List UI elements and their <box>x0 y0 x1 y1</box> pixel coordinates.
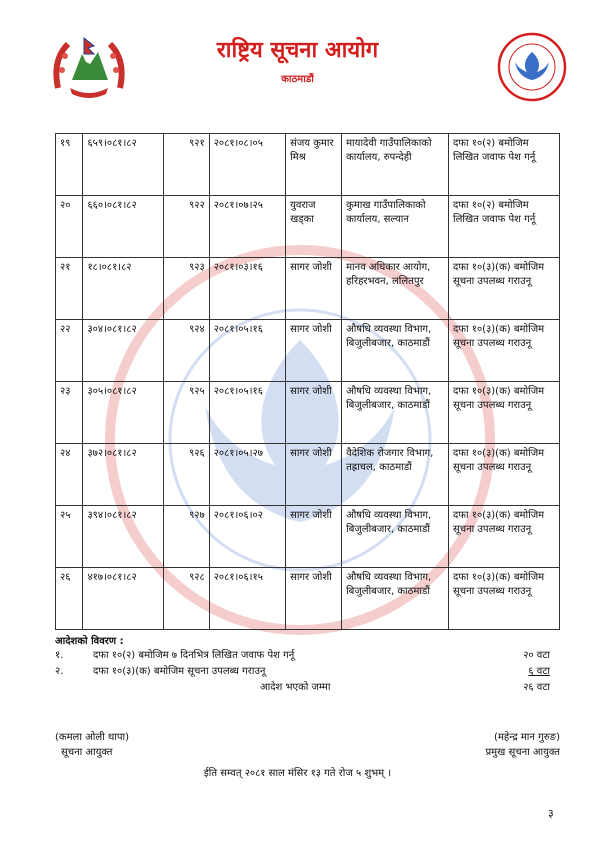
registration-number: ३०५।०८१।८२ <box>83 382 163 444</box>
row-number: २१ <box>56 258 83 320</box>
decision-number: ९२२ <box>163 196 209 258</box>
right-signature <box>460 730 560 760</box>
public-body: औषधि व्यवस्था विभाग, बिजुलीबजार, काठमाडौं <box>342 382 449 444</box>
order-text: दफा १०(३)(क) बमोजिम सूचना उपलब्ध गराउनू <box>448 320 559 382</box>
table-row <box>56 382 560 444</box>
registration-number: १८।०८१।८२ <box>83 258 163 320</box>
commission-logo <box>497 32 567 102</box>
summary-item <box>55 663 560 679</box>
applicant-name: सागर जोशी <box>286 506 342 568</box>
table-row <box>56 506 560 568</box>
registration-number: ३९४।०८१।८२ <box>83 506 163 568</box>
decision-number: ९२३ <box>163 258 209 320</box>
public-body: औषधि व्यवस्था विभाग, बिजुलीबजार, काठमाडौं <box>342 320 449 382</box>
public-body: औषधि व्यवस्था विभाग, बिजुलीबजार, काठमाडौं <box>342 506 449 568</box>
row-number: १९ <box>56 134 83 196</box>
left-signatory-title: सूचना आयुक्त <box>61 747 113 758</box>
decision-table <box>55 133 560 630</box>
decision-date: २०८१।०५।१६ <box>209 320 285 382</box>
applicant-name: सागर जोशी <box>286 568 342 630</box>
public-body: मानव अधिकार आयोग, हरिहरभवन, ललितपुर <box>342 258 449 320</box>
applicant-name: सागर जोशी <box>286 258 342 320</box>
row-number: २२ <box>56 320 83 382</box>
decision-number: ९२६ <box>163 444 209 506</box>
summary-item-number: १. <box>55 650 64 661</box>
order-text: दफा १०(३)(क) बमोजिम सूचना उपलब्ध गराउनू <box>448 568 559 630</box>
decision-number: ९२५ <box>163 382 209 444</box>
order-text: दफा १०(३)(क) बमोजिम सूचना उपलब्ध गराउनू <box>448 444 559 506</box>
decision-number: ९२८ <box>163 568 209 630</box>
decision-number: ९२१ <box>163 134 209 196</box>
table-row <box>56 320 560 382</box>
summary-item-text: दफा १०(३)(क) बमोजिम सूचना उपलब्ध गराउनू <box>93 666 266 677</box>
table-row <box>56 134 560 196</box>
left-signatory-name: (कमला ओली थापा) <box>55 732 130 743</box>
applicant-name: सागर जोशी <box>286 444 342 506</box>
decision-date: २०८१।०६।०२ <box>209 506 285 568</box>
order-text: दफा १०(३)(क) बमोजिम सूचना उपलब्ध गराउनू <box>448 382 559 444</box>
summary-item-count: २० वटा <box>523 650 550 661</box>
right-signatory-title: प्रमुख सूचना आयुक्त <box>485 747 560 758</box>
row-number: २४ <box>56 444 83 506</box>
registration-number: ३७२।०८१।८२ <box>83 444 163 506</box>
public-body: औषधि व्यवस्था विभाग, बिजुलीबजार, काठमाडौं <box>342 568 449 630</box>
summary-item-text: दफा १०(२) बमोजिम ७ दिनभित्र लिखित जवाफ पेश गर्नू <box>93 650 295 661</box>
page-subtitle: काठमाडौं <box>281 74 314 85</box>
order-text: दफा १०(२) बमोजिम लिखित जवाफ पेश गर्नू <box>448 196 559 258</box>
table-row <box>56 196 560 258</box>
row-number: २० <box>56 196 83 258</box>
page-number: ३ <box>548 807 554 820</box>
summary-item <box>55 647 560 663</box>
left-signature <box>55 730 129 760</box>
registration-number: ४१७।०८१।८२ <box>83 568 163 630</box>
row-number: २५ <box>56 506 83 568</box>
applicant-name: युवराज खड्का <box>286 196 342 258</box>
decision-date: २०८१।०३।१६ <box>209 258 285 320</box>
registration-number: ६५९।०८१।८२ <box>83 134 163 196</box>
public-body: मायादेवी गाउँपालिकाको कार्यालय, रुपन्देही <box>342 134 449 196</box>
decision-date: २०८१।०६।१५ <box>209 568 285 630</box>
registration-number: ६६०।०८१।८२ <box>83 196 163 258</box>
registration-number: ३०४।०८१।८२ <box>83 320 163 382</box>
order-text: दफा १०(२) बमोजिम लिखित जवाफ पेश गर्नू <box>448 134 559 196</box>
summary-total-label: आदेश भएको जम्मा <box>260 682 331 693</box>
public-body: कुमाख गाउँपालिकाको कार्यालय, सल्यान <box>342 196 449 258</box>
summary-heading: आदेशको विवरण : <box>55 636 124 647</box>
decision-number: ९२७ <box>163 506 209 568</box>
public-body: वैदेशिक रोजगार विभाग, तह्राचल, काठमाडौं <box>342 444 449 506</box>
row-number: २३ <box>56 382 83 444</box>
decision-date: २०८१।०८।०५ <box>209 134 285 196</box>
applicant-name: सागर जोशी <box>286 320 342 382</box>
decision-date: २०८१।०५।१६ <box>209 382 285 444</box>
summary-total-count: २६ वटा <box>523 682 550 693</box>
table-row <box>56 444 560 506</box>
order-summary <box>55 633 560 695</box>
row-number: २६ <box>56 568 83 630</box>
right-signatory-name: (महेन्द्र मान गुरुङ) <box>494 732 560 743</box>
table-row <box>56 568 560 630</box>
applicant-name: सागर जोशी <box>286 382 342 444</box>
decision-date: २०८१।०७।२५ <box>209 196 285 258</box>
summary-item-count: ६ वटा <box>528 666 550 677</box>
closing-line: ईति सम्वत् २०८१ साल मंसिर १३ गते रोज ५ शुभम् । <box>203 768 392 779</box>
page-title: राष्ट्रिय सूचना आयोग <box>216 38 379 63</box>
order-text: दफा १०(३)(क) बमोजिम सूचना उपलब्ध गराउनू <box>448 506 559 568</box>
summary-total <box>55 679 560 695</box>
order-text: दफा १०(३)(क) बमोजिम सूचना उपलब्ध गराउनू <box>448 258 559 320</box>
applicant-name: संजय कुमार मिश्र <box>286 134 342 196</box>
decision-number: ९२४ <box>163 320 209 382</box>
decision-date: २०८१।०५।२७ <box>209 444 285 506</box>
table-row <box>56 258 560 320</box>
summary-item-number: २. <box>55 666 64 677</box>
